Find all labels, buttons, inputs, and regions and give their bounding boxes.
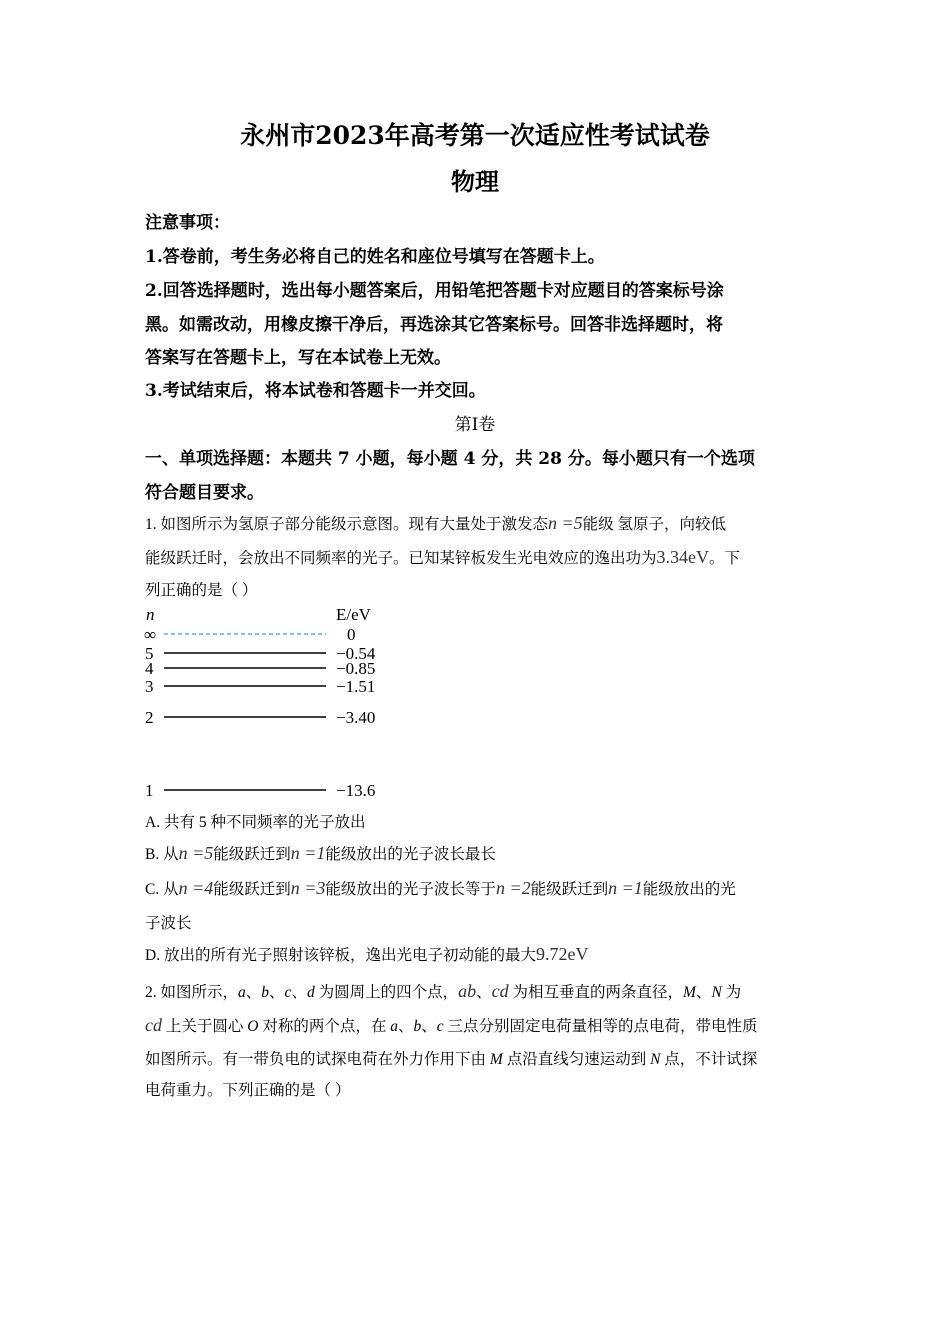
q1-math: n =1	[608, 878, 643, 898]
q1-text: 能级放出的光子波长等于	[325, 881, 496, 898]
q1-text: 能级跃迁时，会放出不同频率的光子。已知某锌板发生光电效应的逸出功为	[145, 550, 657, 567]
q2-text: 如图所示。有一带负电的试探电荷在外力作用下由	[145, 1051, 490, 1068]
q1-option-c-line2: 子波长	[145, 915, 192, 932]
level-e-infinity: 0	[347, 625, 356, 644]
q1-option-b	[145, 842, 496, 864]
note-item-3: 3.考试结束后，将本试卷和答题卡一并交回。	[145, 381, 486, 401]
q1-text: D. 放出的所有光子照射该锌板，逸出光电子初动能的最大	[145, 947, 536, 964]
q2-text: 为	[721, 984, 742, 1001]
note-item-1: 1.答卷前，考生务必将自己的姓名和座位号填写在答题卡上。	[145, 247, 605, 267]
q1-option-a: A. 共有 5 种不同频率的光子放出	[145, 814, 366, 831]
q2-var: d	[306, 984, 315, 1001]
n-axis-label: n	[146, 605, 155, 624]
energy-axis-label	[336, 605, 372, 624]
subject-title: 物理	[451, 167, 499, 196]
note-item-2-line1: 2.回答选择题时，选出每小题答案后，用铅笔把答题卡对应题目的答案标号涂	[145, 281, 724, 301]
q2-text: 、	[269, 984, 285, 1001]
q2-text: 、	[476, 984, 492, 1001]
q1-math: n =2	[495, 878, 531, 898]
level-n-3: 3	[145, 677, 154, 696]
q2-var: b	[413, 1018, 422, 1035]
q1-text: 能级 氢原子，向较低	[582, 516, 727, 533]
level-n-1: 1	[145, 781, 154, 800]
level-n-4: 4	[145, 659, 154, 678]
q1-option-d	[145, 943, 588, 965]
part1-heading-line2: 符合题目要求。	[145, 483, 264, 503]
q2-var: b	[261, 984, 270, 1001]
energy-level-diagram	[140, 600, 400, 805]
q1-option-c-line1	[145, 877, 736, 899]
q1-stem-line1	[145, 512, 726, 534]
q2-var: O	[247, 1018, 259, 1035]
notes-heading: 注意事项：	[145, 213, 230, 233]
level-e-2: −3.40	[336, 708, 376, 727]
q2-text: 为相互垂直的两条直径，	[508, 984, 683, 1001]
q1-text: 能级放出的光	[642, 881, 736, 898]
level-n-2: 2	[145, 708, 154, 727]
volume-heading: 第Ⅰ卷	[454, 415, 496, 435]
q2-var: c	[436, 1018, 444, 1035]
q2-text: 上关于圆心	[162, 1018, 248, 1035]
q2-text: 、	[245, 984, 262, 1001]
q1-math: n =4	[178, 878, 214, 898]
exam-title: 永州市2023年高考第一次适应性考试试卷	[240, 121, 710, 150]
q1-math: n =5	[548, 513, 583, 533]
q1-text: C. 从	[145, 881, 179, 898]
q2-text: 、	[695, 984, 712, 1001]
q1-math: n =1	[290, 843, 326, 863]
level-n-5: 5	[145, 644, 154, 663]
q1-text: 。下	[709, 550, 741, 567]
q1-text: B. 从	[145, 846, 179, 863]
energy-axis-label-text: E/eV	[336, 605, 371, 624]
q2-text: 三点分别固定电荷量相等的点电荷，带电性质	[443, 1018, 758, 1035]
q1-stem-line2	[145, 546, 740, 568]
q1-stem-line3: 列正确的是（ ）	[145, 582, 258, 599]
q2-text: 2. 如图所示，	[145, 984, 239, 1001]
q1-math: 3.34eV	[656, 547, 710, 567]
q2-stem-line1	[145, 980, 741, 1002]
q1-text: 能级跃迁到	[213, 846, 291, 863]
level-e-4: −0.85	[336, 659, 376, 678]
q2-text: 、	[291, 984, 307, 1001]
q2-var: c	[284, 984, 292, 1001]
q2-var: a	[390, 1018, 398, 1035]
q1-text: 能级跃迁到	[213, 881, 291, 898]
level-n-infinity: ∞	[144, 625, 157, 644]
q2-var: N	[711, 984, 722, 1001]
part1-heading-line1: 一、单项选择题：本题共 7 小题，每小题 4 分，共 28 分。每小题只有一个选项	[145, 449, 755, 469]
q2-math: cd	[491, 981, 509, 1001]
q1-text: 1. 如图所示为氢原子部分能级示意图。现有大量处于激发态	[145, 516, 549, 533]
q2-text: 点沿直线匀速运动到	[502, 1051, 651, 1068]
q2-text: 对称的两个点，在	[258, 1018, 391, 1035]
q2-stem-line2	[145, 1014, 758, 1036]
q2-text: 、	[421, 1018, 437, 1035]
q1-math: n =5	[178, 843, 214, 863]
q2-math: ab	[458, 981, 477, 1001]
q2-stem-line4: 电荷重力。下列正确的是（ ）	[145, 1082, 351, 1099]
q2-var: M	[489, 1051, 503, 1068]
level-e-3: −1.51	[336, 677, 376, 696]
q1-text: 能级放出的光子波长最长	[325, 846, 496, 863]
q2-var: N	[650, 1051, 661, 1068]
q1-math: n =3	[290, 878, 326, 898]
note-item-2-line3: 答案写在答题卡上，写在本试卷上无效。	[145, 348, 451, 368]
q2-var: M	[683, 984, 696, 1001]
level-e-1: −13.6	[336, 781, 376, 800]
level-e-5: −0.54	[336, 644, 376, 663]
q2-text: 点，不计试探	[660, 1051, 758, 1068]
q2-stem-line3	[145, 1047, 757, 1069]
q2-var: a	[238, 984, 246, 1001]
q2-text: 为圆周上的四个点，	[314, 984, 459, 1001]
note-item-2-line2: 黑。如需改动，用橡皮擦干净后，再选涂其它答案标号。回答非选择题时，将	[145, 315, 723, 335]
q1-text: 能级跃迁到	[530, 881, 609, 898]
q1-math: 9.72eV	[535, 944, 589, 964]
q2-math: cd	[145, 1015, 162, 1035]
q2-text: 、	[397, 1018, 414, 1035]
